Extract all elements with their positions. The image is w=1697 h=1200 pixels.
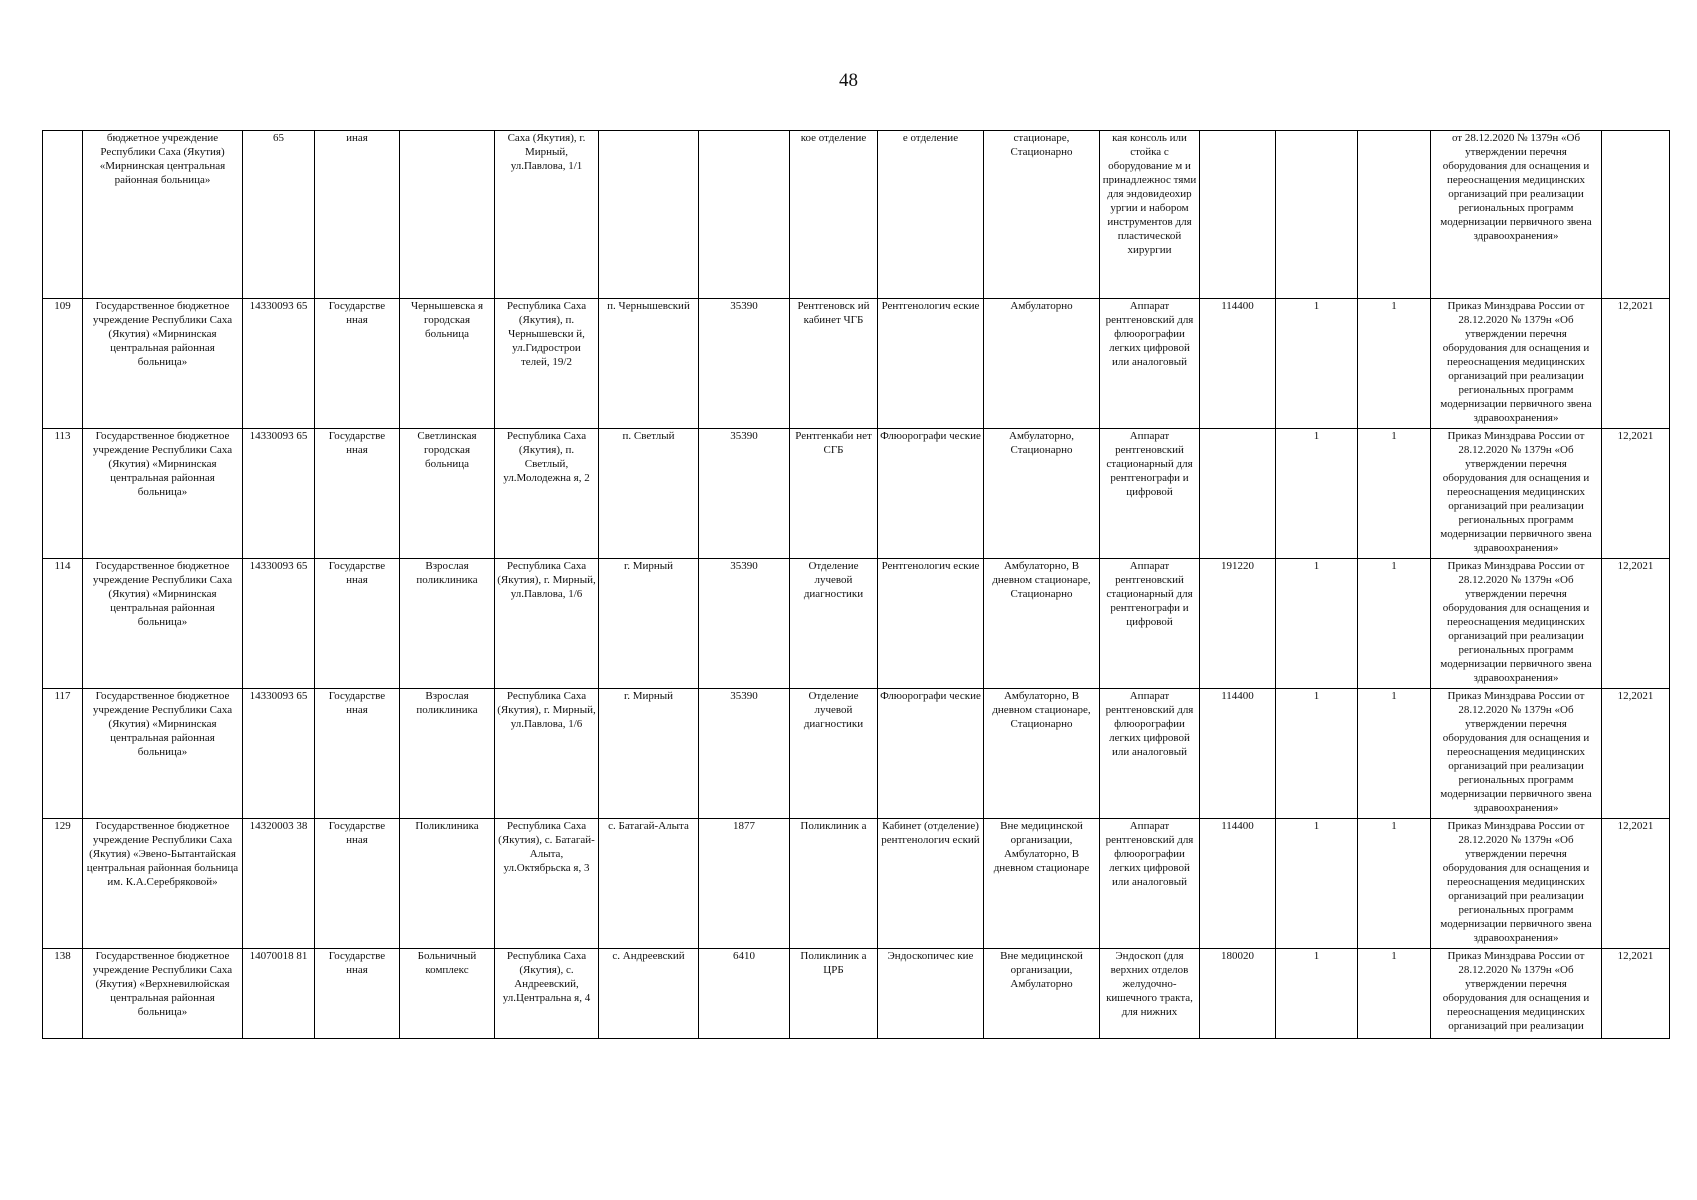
cell-address	[495, 131, 599, 299]
cell-care-type	[984, 131, 1100, 299]
cell-text: 1	[1313, 820, 1320, 832]
cell-text: Светлинская городская больница	[417, 430, 477, 470]
cell-equip-code	[1200, 689, 1276, 819]
table-row	[43, 299, 1670, 429]
cell-org	[83, 949, 243, 1039]
cell-profile	[878, 559, 984, 689]
cell-text: от 28.12.2020 № 1379н «Об утверждении перечня оборудования для оснащения и переоснащения медицинских организаций при реализации региональных программ модернизации первичного звена здравоохранения»	[1440, 132, 1592, 242]
cell-qty2	[1358, 819, 1431, 949]
cell-ownership	[315, 819, 400, 949]
cell-num	[43, 429, 83, 559]
cell-text: Государстве нная	[328, 560, 386, 586]
cell-basis	[1431, 689, 1602, 819]
cell-text: Кабинет (отделение) рентгенологич еский	[881, 820, 980, 846]
cell-text: Отделение лучевой диагностики	[803, 560, 864, 600]
cell-basis	[1431, 559, 1602, 689]
cell-num	[43, 949, 83, 1039]
cell-num	[43, 559, 83, 689]
cell-qty1	[1276, 429, 1358, 559]
cell-code	[699, 299, 790, 429]
cell-text: 1	[1391, 430, 1397, 442]
table-row	[43, 559, 1670, 689]
cell-profile	[878, 819, 984, 949]
cell-text: Государственное бюджетное учреждение Республики Саха (Якутия) «Мирнинская центральная районная больница»	[92, 430, 233, 498]
cell-care-type	[984, 299, 1100, 429]
cell-text: 1	[1391, 820, 1397, 832]
cell-text: 1	[1313, 560, 1320, 572]
cell-inn	[243, 429, 315, 559]
cell-date	[1602, 689, 1670, 819]
cell-text: п. Чернышевский	[607, 300, 690, 312]
cell-text: 6410	[733, 950, 755, 962]
cell-text: Государственное бюджетное учреждение Республики Саха (Якутия) «Мирнинская центральная районная больница»	[92, 560, 233, 628]
cell-inn	[243, 559, 315, 689]
cell-text: Республика Саха (Якутия), п. Чернышевски й, ул.Гидрострои телей, 19/2	[506, 300, 587, 368]
cell-inn	[243, 131, 315, 299]
cell-equipment	[1100, 559, 1200, 689]
cell-text: кое отделение	[800, 132, 867, 144]
cell-code	[699, 429, 790, 559]
cell-org	[83, 689, 243, 819]
cell-text: иная	[346, 132, 368, 144]
cell-equipment	[1100, 429, 1200, 559]
table-row	[43, 689, 1670, 819]
cell-text: 1	[1391, 690, 1397, 702]
cell-org	[83, 131, 243, 299]
cell-text: 1	[1391, 300, 1397, 312]
cell-profile	[878, 949, 984, 1039]
cell-text: 1	[1391, 560, 1397, 572]
cell-text: Амбулаторно, Стационарно	[1009, 430, 1074, 456]
cell-text: Государстве нная	[328, 430, 386, 456]
cell-basis	[1431, 819, 1602, 949]
cell-address	[495, 949, 599, 1039]
cell-address	[495, 559, 599, 689]
cell-care-type	[984, 429, 1100, 559]
cell-text: е отделение	[902, 132, 959, 144]
cell-text: 113	[54, 430, 71, 442]
cell-settlement	[599, 819, 699, 949]
cell-text: 12,2021	[1617, 820, 1654, 832]
equipment-table	[42, 130, 1670, 1039]
cell-qty1	[1276, 949, 1358, 1039]
cell-unit	[790, 429, 878, 559]
cell-num	[43, 819, 83, 949]
cell-equipment	[1100, 299, 1200, 429]
cell-text: Государственное бюджетное учреждение Республики Саха (Якутия) «Верхневилюйская центральная районная больница»	[92, 950, 233, 1018]
cell-text: Саха (Якутия), г. Мирный, ул.Павлова, 1/1	[507, 132, 586, 172]
cell-date	[1602, 299, 1670, 429]
cell-text: Приказ Минздрава России от 28.12.2020 № 1379н «Об утверждении перечня оборудования для оснащения и переоснащения медицинских организаций при реализации региональных программ модернизации первичного звена здравоохранения»	[1440, 430, 1592, 554]
cell-text: Больничный комплекс	[417, 950, 477, 976]
cell-unit	[790, 299, 878, 429]
cell-text: 14330093 65	[249, 430, 308, 442]
cell-unit	[790, 689, 878, 819]
cell-org	[83, 429, 243, 559]
cell-text: Приказ Минздрава России от 28.12.2020 № 1379н «Об утверждении перечня оборудования для оснащения и переоснащения медицинских организаций при реализации региональных программ модернизации первичного звена здравоохранения»	[1440, 820, 1592, 944]
cell-text: Приказ Минздрава России от 28.12.2020 № 1379н «Об утверждении перечня оборудования для оснащения и переоснащения медицинских организаций при реализации	[1442, 950, 1590, 1032]
cell-text: Рентгеновск ий кабинет ЧГБ	[797, 300, 870, 326]
cell-equipment	[1100, 131, 1200, 299]
cell-care-type	[984, 949, 1100, 1039]
cell-text: Республика Саха (Якутия), г. Мирный, ул.Павлова, 1/6	[497, 690, 596, 730]
table-body	[43, 131, 1670, 1039]
cell-text: 191220	[1221, 560, 1254, 572]
cell-equip-code	[1200, 949, 1276, 1039]
cell-date	[1602, 949, 1670, 1039]
cell-text: г. Мирный	[623, 560, 674, 572]
cell-facility	[400, 949, 495, 1039]
cell-equip-code	[1200, 299, 1276, 429]
cell-text: 12,2021	[1617, 430, 1654, 442]
cell-text: Государстве нная	[328, 690, 386, 716]
cell-text: Отделение лучевой диагностики	[803, 690, 864, 730]
cell-address	[495, 299, 599, 429]
cell-text: Флюорографи ческие	[880, 430, 981, 442]
cell-text: Чернышевска я городская больница	[410, 300, 484, 340]
cell-unit	[790, 949, 878, 1039]
cell-num	[43, 131, 83, 299]
cell-text: Аппарат рентгеновский для флюорографии легких цифровой или аналоговый	[1105, 820, 1194, 888]
cell-inn	[243, 689, 315, 819]
cell-equip-code	[1200, 559, 1276, 689]
cell-text: 35390	[730, 690, 758, 702]
cell-ownership	[315, 559, 400, 689]
cell-text: 1	[1313, 950, 1320, 962]
cell-profile	[878, 299, 984, 429]
cell-address	[495, 429, 599, 559]
cell-text: Взрослая поликлиника	[416, 690, 478, 716]
cell-qty2	[1358, 689, 1431, 819]
cell-org	[83, 559, 243, 689]
cell-text: 14330093 65	[249, 690, 308, 702]
cell-text: Взрослая поликлиника	[416, 560, 478, 586]
cell-ownership	[315, 299, 400, 429]
cell-text: Амбулаторно, В дневном стационаре, Стационарно	[992, 690, 1091, 730]
cell-text: Государственное бюджетное учреждение Республики Саха (Якутия) «Мирнинская центральная районная больница»	[92, 690, 233, 758]
cell-text: 1	[1313, 430, 1320, 442]
cell-text: Приказ Минздрава России от 28.12.2020 № 1379н «Об утверждении перечня оборудования для оснащения и переоснащения медицинских организаций при реализации региональных программ модернизации первичного звена здравоохранения»	[1440, 300, 1592, 424]
cell-qty1	[1276, 559, 1358, 689]
cell-settlement	[599, 689, 699, 819]
cell-text: 12,2021	[1617, 560, 1654, 572]
cell-qty2	[1358, 429, 1431, 559]
cell-text: 129	[54, 820, 71, 832]
cell-qty1	[1276, 819, 1358, 949]
cell-text: 65	[273, 132, 284, 144]
cell-text: Рентгенологич еские	[881, 300, 980, 312]
cell-equip-code	[1200, 131, 1276, 299]
cell-org	[83, 299, 243, 429]
cell-basis	[1431, 131, 1602, 299]
cell-text: Аппарат рентгеновский стационарный для рентгенографи и цифровой	[1106, 560, 1193, 628]
cell-settlement	[599, 299, 699, 429]
cell-basis	[1431, 299, 1602, 429]
cell-text: 114400	[1221, 300, 1254, 312]
cell-date	[1602, 819, 1670, 949]
cell-facility	[400, 559, 495, 689]
cell-qty1	[1276, 689, 1358, 819]
cell-text: Амбулаторно	[1010, 300, 1073, 312]
cell-text: Государственное бюджетное учреждение Республики Саха (Якутия) «Мирнинская центральная районная больница»	[92, 300, 233, 368]
cell-num	[43, 689, 83, 819]
cell-profile	[878, 429, 984, 559]
cell-equip-code	[1200, 429, 1276, 559]
cell-facility	[400, 429, 495, 559]
cell-text: 1	[1391, 950, 1397, 962]
cell-equipment	[1100, 949, 1200, 1039]
cell-text: 14330093 65	[249, 300, 308, 312]
cell-ownership	[315, 949, 400, 1039]
cell-qty2	[1358, 131, 1431, 299]
cell-equipment	[1100, 689, 1200, 819]
cell-text: г. Мирный	[623, 690, 674, 702]
cell-text: Вне медицинской организации, Амбулаторно	[1000, 950, 1083, 990]
cell-text: 12,2021	[1617, 690, 1654, 702]
cell-text: 138	[54, 950, 71, 962]
cell-text: 1	[1313, 300, 1320, 312]
cell-profile	[878, 689, 984, 819]
cell-care-type	[984, 559, 1100, 689]
cell-inn	[243, 299, 315, 429]
cell-settlement	[599, 131, 699, 299]
cell-text: 35390	[730, 300, 758, 312]
cell-text: Республика Саха (Якутия), г. Мирный, ул.Павлова, 1/6	[497, 560, 596, 600]
cell-unit	[790, 819, 878, 949]
cell-unit	[790, 559, 878, 689]
cell-address	[495, 819, 599, 949]
cell-qty1	[1276, 131, 1358, 299]
cell-inn	[243, 949, 315, 1039]
cell-text: Приказ Минздрава России от 28.12.2020 № 1379н «Об утверждении перечня оборудования для оснащения и переоснащения медицинских организаций при реализации региональных программ модернизации первичного звена здравоохранения»	[1440, 560, 1592, 684]
cell-text: Амбулаторно, В дневном стационаре, Стационарно	[992, 560, 1091, 600]
page-number: 48	[839, 70, 858, 91]
table-row	[43, 131, 1670, 299]
cell-text: Рентгенологич еские	[881, 560, 980, 572]
cell-facility	[400, 299, 495, 429]
cell-qty2	[1358, 559, 1431, 689]
cell-basis	[1431, 429, 1602, 559]
cell-text: Поликлиник а	[800, 820, 867, 832]
cell-text: Вне медицинской организации, Амбулаторно, В дневном стационаре	[993, 820, 1090, 874]
cell-text: кая консоль или стойка с оборудование м и принадлежнос тями для эндовидеохир ургии и набором инструментов для пластической хирургии	[1102, 132, 1197, 256]
cell-text: 14070018 81	[249, 950, 308, 962]
cell-text: Республика Саха (Якутия), с. Андреевский, ул.Центральна я, 4	[502, 950, 591, 1004]
cell-qty1	[1276, 299, 1358, 429]
cell-text: 114400	[1221, 690, 1254, 702]
cell-text: бюджетное учреждение Республики Саха (Якутия) «Мирнинская центральная районная больница»	[99, 132, 226, 186]
cell-care-type	[984, 819, 1100, 949]
cell-qty2	[1358, 949, 1431, 1039]
cell-date	[1602, 131, 1670, 299]
cell-text: 14330093 65	[249, 560, 308, 572]
cell-ownership	[315, 689, 400, 819]
cell-text: 117	[54, 690, 71, 702]
cell-text: Аппарат рентгеновский для флюорографии легких цифровой или аналоговый	[1105, 300, 1194, 368]
cell-text: Поликлиника	[415, 820, 479, 832]
cell-text: 109	[54, 300, 71, 312]
cell-text: Государстве нная	[328, 300, 386, 326]
cell-text: 35390	[730, 430, 758, 442]
cell-text: п. Светлый	[622, 430, 675, 442]
cell-equipment	[1100, 819, 1200, 949]
cell-code	[699, 689, 790, 819]
cell-text: Государстве нная	[328, 820, 386, 846]
cell-date	[1602, 429, 1670, 559]
cell-text: 114400	[1221, 820, 1254, 832]
cell-text: 12,2021	[1617, 300, 1654, 312]
cell-text: Рентгенкаби нет СГБ	[795, 430, 872, 456]
cell-text: Приказ Минздрава России от 28.12.2020 № 1379н «Об утверждении перечня оборудования для оснащения и переоснащения медицинских организаций при реализации региональных программ модернизации первичного звена здравоохранения»	[1440, 690, 1592, 814]
cell-settlement	[599, 559, 699, 689]
cell-text: Республика Саха (Якутия), п. Светлый, ул.Молодежна я, 2	[503, 430, 590, 484]
cell-equip-code	[1200, 819, 1276, 949]
cell-text: стационаре, Стационарно	[1010, 132, 1073, 158]
cell-org	[83, 819, 243, 949]
cell-text: 1877	[733, 820, 755, 832]
cell-text: Республика Саха (Якутия), с. Батагай-Алыта, ул.Октябрьска я, 3	[498, 820, 595, 874]
cell-text: Государственное бюджетное учреждение Республики Саха (Якутия) «Эвено-Бытантайская центральная районная больница им. К.А.Серебряковой»	[86, 820, 239, 888]
cell-code	[699, 131, 790, 299]
cell-text: Эндоскоп (для верхних отделов желудочно-кишечного тракта, для нижних	[1106, 950, 1193, 1018]
cell-text: Флюорографи ческие	[880, 690, 981, 702]
cell-text: Аппарат рентгеновский для флюорографии легких цифровой или аналоговый	[1105, 690, 1194, 758]
cell-basis	[1431, 949, 1602, 1039]
cell-text: Аппарат рентгеновский стационарный для рентгенографи и цифровой	[1106, 430, 1193, 498]
cell-profile	[878, 131, 984, 299]
cell-address	[495, 689, 599, 819]
cell-facility	[400, 819, 495, 949]
cell-text: 35390	[730, 560, 758, 572]
cell-text: 180020	[1221, 950, 1254, 962]
cell-code	[699, 559, 790, 689]
cell-text: 14320003 38	[249, 820, 308, 832]
cell-text: Эндоскопичес кие	[887, 950, 974, 962]
cell-code	[699, 949, 790, 1039]
cell-settlement	[599, 949, 699, 1039]
cell-code	[699, 819, 790, 949]
cell-text: 12,2021	[1617, 950, 1654, 962]
cell-text: с. Батагай-Алыта	[608, 820, 689, 832]
cell-text: Поликлиник а ЦРБ	[800, 950, 867, 976]
cell-care-type	[984, 689, 1100, 819]
cell-ownership	[315, 429, 400, 559]
cell-ownership	[315, 131, 400, 299]
cell-text: 1	[1313, 690, 1320, 702]
cell-text: с. Андреевский	[612, 950, 685, 962]
cell-qty2	[1358, 299, 1431, 429]
cell-inn	[243, 819, 315, 949]
cell-text: 114	[54, 560, 71, 572]
cell-settlement	[599, 429, 699, 559]
cell-unit	[790, 131, 878, 299]
table-row	[43, 429, 1670, 559]
cell-facility	[400, 131, 495, 299]
cell-text: Государстве нная	[328, 950, 386, 976]
cell-date	[1602, 559, 1670, 689]
cell-facility	[400, 689, 495, 819]
table-row	[43, 819, 1670, 949]
cell-num	[43, 299, 83, 429]
table-row	[43, 949, 1670, 1039]
